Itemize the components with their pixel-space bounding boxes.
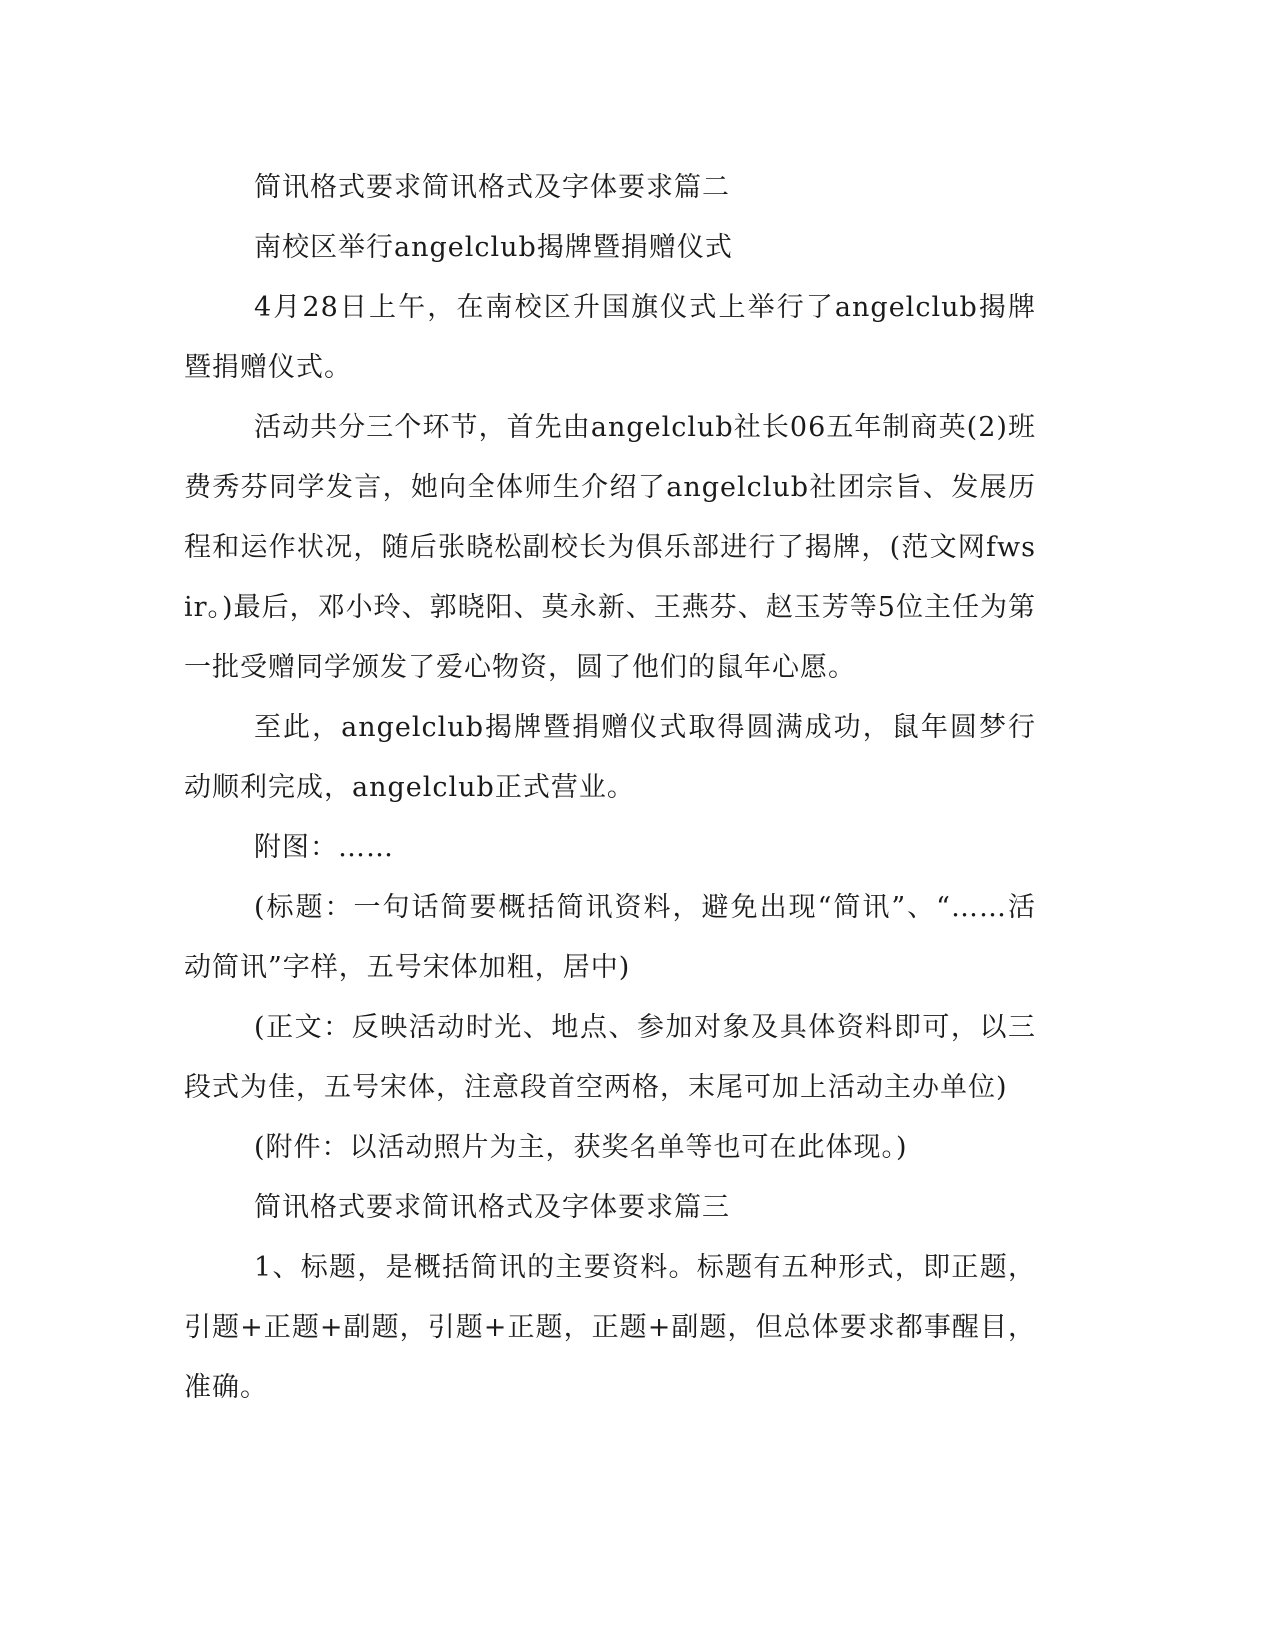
- body-paragraph: 活动共分三个环节，首先由angelclub社长06五年制商英(2)班费秀芬同学发言，她向全体师生介绍了angelclub社团宗旨、发展历程和运作状况，随后张晓松副校长为俱乐部进行了揭牌，(范文网fwsir。)最后，邓小玲、郭晓阳、莫永新、王燕芬、赵玉芳等5位主任为第一批受赠同学颁发了爱心物资，圆了他们的鼠年心愿。: [184, 412, 1036, 683]
- section-heading-part-three: 简讯格式要求简讯格式及字体要求篇三: [254, 1192, 730, 1223]
- section-heading-part-two: 简讯格式要求简讯格式及字体要求篇二: [254, 172, 730, 203]
- title-format-note: (标题：一句话简要概括简讯资料，避免出现“简讯”、“……活动简讯”字样，五号宋体加粗，居中): [184, 892, 1036, 983]
- body-paragraph: 1、标题，是概括简讯的主要资料。标题有五种形式，即正题，引题+正题+副题，引题+正题，正题+副题，但总体要求都事醒目，准确。: [184, 1252, 1036, 1403]
- attachment-note: 附图：……: [254, 832, 394, 863]
- attachment-format-note: (附件：以活动照片为主，获奖名单等也可在此体现。): [254, 1132, 908, 1163]
- news-title: 南校区举行angelclub揭牌暨捐赠仪式: [254, 232, 733, 263]
- document-body: [184, 158, 1036, 1418]
- body-paragraph: 至此，angelclub揭牌暨捐赠仪式取得圆满成功，鼠年圆梦行动顺利完成，angelclub正式营业。: [184, 712, 1036, 803]
- body-format-note: (正文：反映活动时光、地点、参加对象及具体资料即可，以三段式为佳，五号宋体，注意段首空两格，末尾可加上活动主办单位): [184, 1012, 1036, 1103]
- body-paragraph: 4月28日上午，在南校区升国旗仪式上举行了angelclub揭牌暨捐赠仪式。: [184, 292, 1036, 383]
